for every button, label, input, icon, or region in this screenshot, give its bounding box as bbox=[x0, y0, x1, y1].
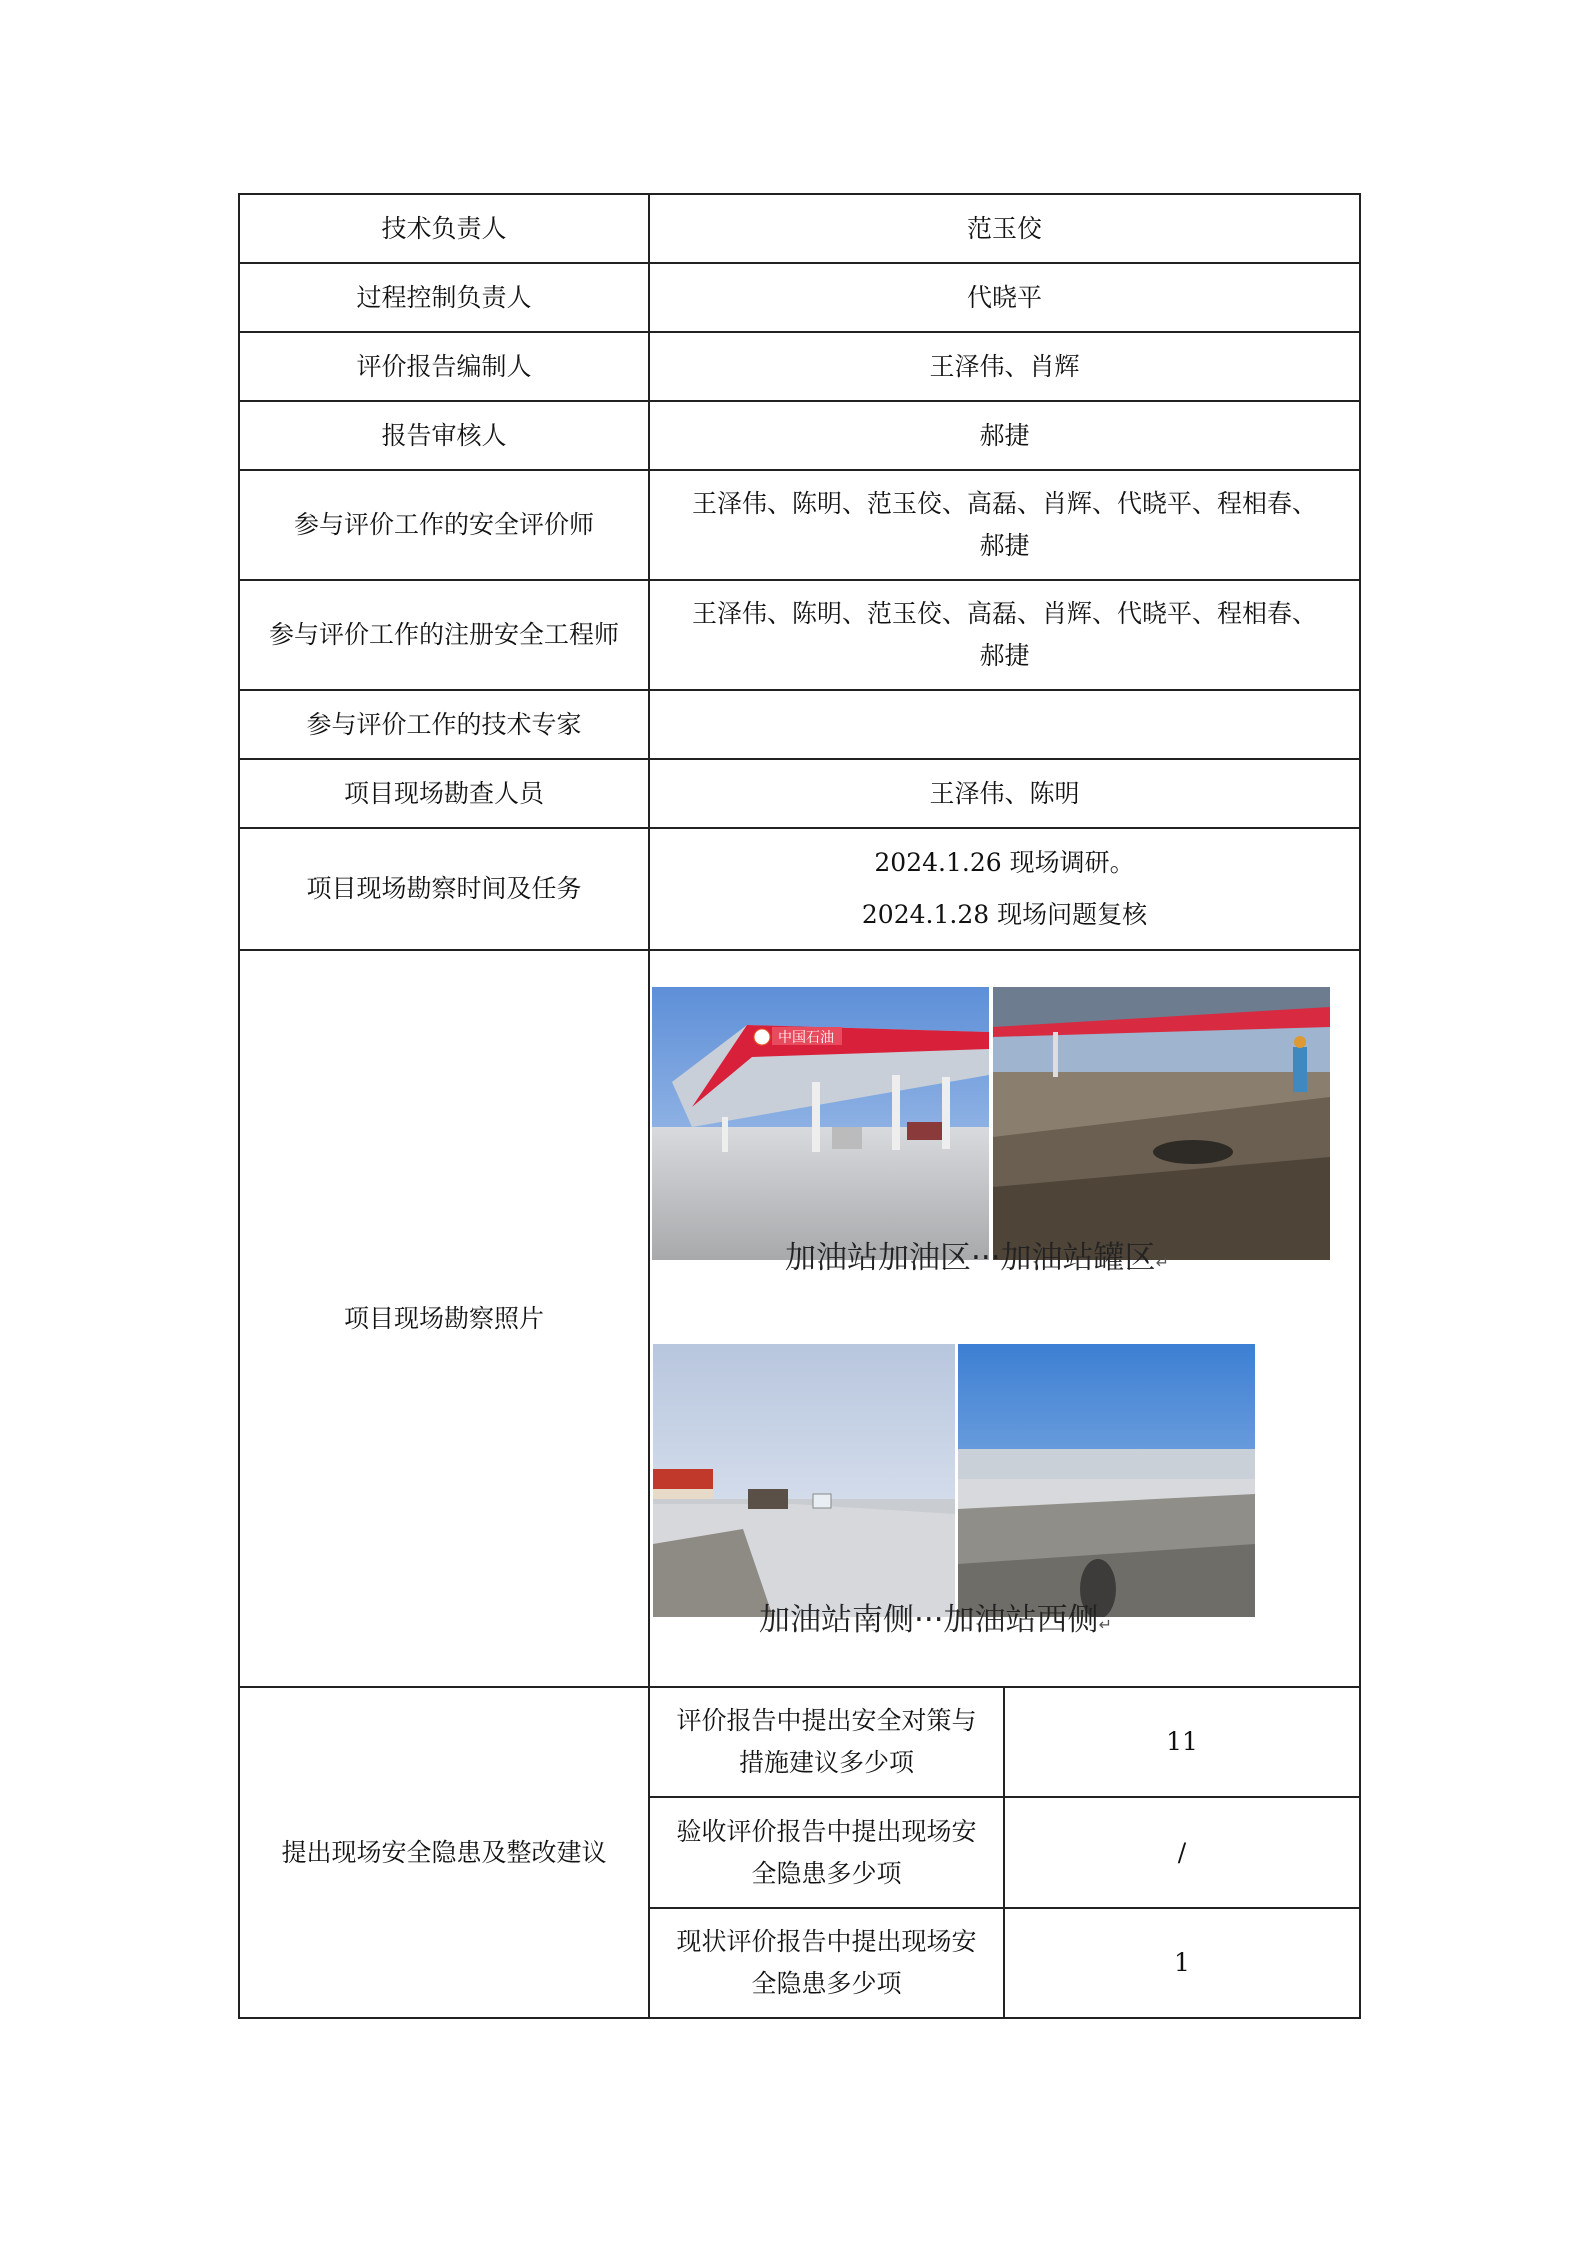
photo-caption-2 bbox=[759, 1599, 1112, 1646]
hazard-question-2-line1: 验收评价报告中提出现场安 bbox=[676, 1816, 977, 1846]
return-mark-icon: ↵ bbox=[1155, 1253, 1169, 1272]
photo-cell bbox=[649, 950, 1360, 1687]
hazard-question-3-line2: 全隐患多少项 bbox=[751, 1969, 902, 1998]
caption-1-text: 加油站加油区···加油站罐区 bbox=[785, 1240, 1156, 1276]
photo-fueling-area bbox=[652, 987, 989, 1260]
label-survey-staff: 项目现场勘查人员 bbox=[239, 759, 649, 828]
hazard-value-2: / bbox=[1004, 1797, 1360, 1908]
label-process-lead: 过程控制负责人 bbox=[239, 263, 649, 332]
info-table bbox=[238, 193, 1361, 2019]
label-survey-time: 项目现场勘察时间及任务 bbox=[239, 828, 649, 950]
return-mark-icon: ↵ bbox=[1098, 1615, 1112, 1634]
hazard-value-1: 11 bbox=[1004, 1687, 1360, 1797]
table-row bbox=[239, 759, 1360, 828]
table-row bbox=[239, 332, 1360, 401]
value-survey-time bbox=[649, 828, 1360, 950]
hazard-question-2-line2: 全隐患多少项 bbox=[751, 1858, 902, 1888]
value-process-lead: 代晓平 bbox=[649, 263, 1360, 332]
value-experts bbox=[649, 690, 1360, 759]
value-engineers-line2: 郝捷 bbox=[979, 641, 1030, 670]
survey-time-line1: 2024.1.26 现场调研。 bbox=[874, 848, 1135, 877]
value-engineers-line1: 王泽伟、陈明、范玉佼、高磊、肖辉、代晓平、程相春、 bbox=[692, 599, 1318, 628]
value-survey-staff: 王泽伟、陈明 bbox=[649, 759, 1360, 828]
value-assessors-line1: 王泽伟、陈明、范玉佼、高磊、肖辉、代晓平、程相春、 bbox=[692, 489, 1318, 518]
canopy-sign-text: 中国石油 bbox=[778, 1030, 834, 1046]
photo-tank-area bbox=[993, 987, 1330, 1260]
label-experts: 参与评价工作的技术专家 bbox=[239, 690, 649, 759]
hazard-question-3 bbox=[649, 1908, 1004, 2018]
photo-caption-1 bbox=[785, 1237, 1169, 1284]
table-row bbox=[239, 580, 1360, 690]
label-reviewer: 报告审核人 bbox=[239, 401, 649, 470]
table-row bbox=[239, 950, 1360, 1687]
label-engineers: 参与评价工作的注册安全工程师 bbox=[239, 580, 649, 690]
label-hazards: 提出现场安全隐患及整改建议 bbox=[239, 1687, 649, 2018]
table-row bbox=[239, 263, 1360, 332]
table-row bbox=[239, 690, 1360, 759]
hazard-question-1-line1: 评价报告中提出安全对策与 bbox=[676, 1706, 977, 1735]
value-tech-lead: 范玉佼 bbox=[649, 194, 1360, 263]
hazard-value-3: 1 bbox=[1004, 1908, 1360, 2018]
photo-west-side bbox=[958, 1344, 1255, 1617]
table-row bbox=[239, 194, 1360, 263]
value-reviewer: 郝捷 bbox=[649, 401, 1360, 470]
table-row bbox=[239, 828, 1360, 950]
value-compiler: 王泽伟、肖辉 bbox=[649, 332, 1360, 401]
hazard-question-1 bbox=[649, 1687, 1004, 1797]
hazard-question-1-line2: 措施建议多少项 bbox=[738, 1748, 914, 1777]
hazard-question-2 bbox=[649, 1797, 1004, 1908]
label-assessors: 参与评价工作的安全评价师 bbox=[239, 470, 649, 580]
caption-2-text: 加油站南侧···加油站西侧 bbox=[759, 1602, 1099, 1638]
table-row bbox=[239, 470, 1360, 580]
photo-south-side bbox=[653, 1344, 955, 1617]
hazard-question-3-line1: 现状评价报告中提出现场安 bbox=[676, 1927, 977, 1956]
label-compiler: 评价报告编制人 bbox=[239, 332, 649, 401]
value-engineers bbox=[649, 580, 1360, 690]
value-assessors bbox=[649, 470, 1360, 580]
label-photos: 项目现场勘察照片 bbox=[239, 950, 649, 1687]
table-row bbox=[239, 401, 1360, 470]
value-assessors-line2: 郝捷 bbox=[979, 531, 1030, 560]
label-tech-lead: 技术负责人 bbox=[239, 194, 649, 263]
table-row bbox=[239, 1687, 1360, 1797]
survey-time-line2: 2024.1.28 现场问题复核 bbox=[861, 900, 1148, 929]
